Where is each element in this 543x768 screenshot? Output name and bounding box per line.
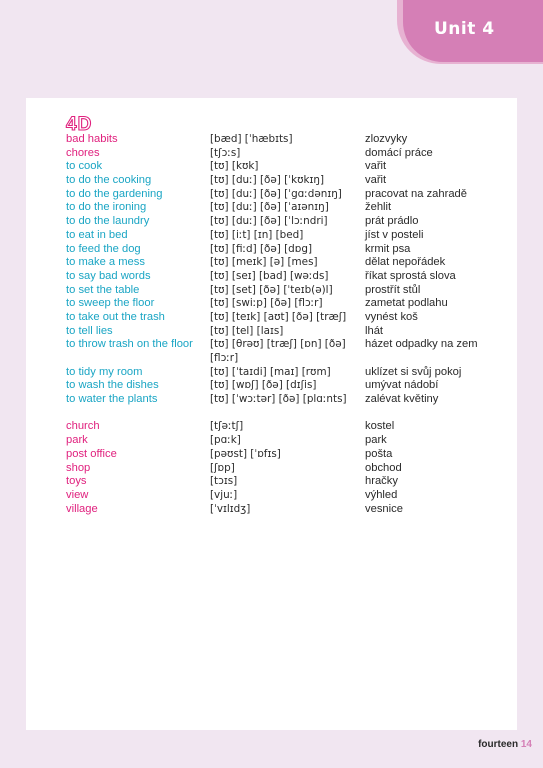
vocab-pronunciation: [tʊ] [swiːp] [ðə] [flɔːr]	[210, 297, 323, 310]
vocab-row	[26, 462, 517, 476]
vocab-translation: uklízet si svůj pokoj	[365, 365, 462, 378]
vocab-word: to wash the dishes	[66, 379, 159, 392]
vocab-pronunciation: [tʊ] [tel] [laɪs]	[210, 324, 284, 337]
vocab-word: toys	[66, 475, 87, 488]
vocab-row	[26, 311, 517, 325]
vocab-row	[26, 297, 517, 311]
vocab-pronunciation: [bæd] [ˈhæbɪts]	[210, 133, 293, 145]
vocab-row	[26, 475, 517, 489]
vocab-pronunciation: [tʊ] [duː] [ðə] [ˈlɔːndri]	[210, 215, 328, 228]
vocab-pronunciation: [tʊ] [iːt] [ɪn] [bed]	[210, 228, 304, 241]
vocab-pronunciation: [tʊ] [ˈwɔːtər] [ðə] [plɑːnts]	[210, 393, 347, 406]
vocab-row	[26, 434, 517, 448]
vocab-row	[26, 201, 517, 215]
vocab-word: post office	[66, 447, 117, 460]
vocab-translation: domácí práce	[365, 146, 433, 159]
vocab-pronunciation: [tʊ] [seɪ] [bad] [wəːds]	[210, 269, 329, 282]
vocab-pronunciation: [tʊ] [duː] [ðə] [ˈaɪənɪŋ]	[210, 201, 329, 214]
vocab-translation: výhled	[365, 488, 398, 501]
vocab-word: to set the table	[66, 283, 140, 296]
vocab-word: to throw trash on the floor	[66, 338, 193, 351]
vocab-row	[26, 243, 517, 257]
vocab-pronunciation: [tʊ] [wɒʃ] [ðə] [dɪʃis]	[210, 379, 317, 392]
vocab-row	[26, 188, 517, 202]
group-spacer	[26, 407, 517, 421]
vocab-word: church	[66, 420, 100, 433]
vocab-translation: lhát	[365, 324, 384, 337]
vocab-pronunciation: [tʊ] [teɪk] [aʊt] [ðə] [træʃ]	[210, 310, 347, 323]
vocab-row	[26, 489, 517, 503]
vocab-word: to do the laundry	[66, 215, 150, 228]
vocab-pronunciation: [tʃəːtʃ]	[210, 420, 244, 433]
vocab-translation: házet odpadky na zem	[365, 338, 478, 351]
vocabulary-card	[26, 98, 517, 730]
vocab-row	[26, 448, 517, 462]
vocab-row	[26, 133, 517, 147]
vocab-row	[26, 325, 517, 339]
vocab-row	[26, 503, 517, 517]
vocab-row	[26, 160, 517, 174]
vocab-translation: umývat nádobí	[365, 379, 439, 392]
vocab-row	[26, 270, 517, 284]
vocab-pronunciation: [flɔːr]	[210, 352, 239, 364]
page-word: fourteen	[478, 739, 519, 750]
vocab-word: to say bad words	[66, 269, 151, 282]
vocab-translation: obchod	[365, 461, 402, 474]
vocab-word: to take out the trash	[66, 310, 165, 323]
vocab-pronunciation: [tʊ] [duː] [ðə] [ˈkʊkɪŋ]	[210, 174, 325, 187]
vocab-translation: jíst v posteli	[365, 228, 424, 241]
vocab-row	[26, 379, 517, 393]
vocab-word: bad habits	[66, 133, 118, 145]
vocab-pronunciation: [tʊ] [duː] [ðə] [ˈgɑːdənɪŋ]	[210, 187, 342, 200]
vocab-row	[26, 420, 517, 434]
vocab-pronunciation: [ˈvɪlɪdʒ]	[210, 502, 251, 515]
vocab-translation: hračky	[365, 475, 398, 488]
vocab-translation: vesnice	[365, 502, 403, 515]
vocab-row	[26, 147, 517, 161]
vocab-translation: prostřít stůl	[365, 283, 421, 296]
vocab-pronunciation: [vjuː]	[210, 488, 238, 501]
vocab-word: to tell lies	[66, 324, 113, 337]
vocab-translation: vařit	[365, 174, 387, 187]
vocab-pronunciation: [tʊ] [set] [ðə] [ˈteɪb(ə)l]	[210, 283, 333, 296]
vocab-translation: žehlit	[365, 201, 392, 214]
vocab-pronunciation: [tʊ] [kʊk]	[210, 160, 259, 173]
page-footer	[478, 739, 532, 750]
unit-title: Unit 4	[434, 19, 495, 39]
vocab-translation: vařit	[365, 160, 387, 173]
vocab-translation: prát prádlo	[365, 215, 419, 228]
vocab-row	[26, 366, 517, 380]
vocab-translation: zlozvyky	[365, 133, 408, 145]
vocab-word: to make a mess	[66, 256, 145, 269]
vocab-translation: pošta	[365, 447, 393, 460]
vocab-row	[26, 393, 517, 407]
vocab-translation: vynést koš	[365, 310, 418, 323]
vocab-pronunciation: [ʃɒp]	[210, 461, 235, 474]
vocab-word: to sweep the floor	[66, 297, 155, 310]
vocabulary-list	[26, 133, 517, 516]
vocab-row	[26, 215, 517, 229]
vocab-translation: pracovat na zahradě	[365, 187, 467, 200]
vocab-translation: park	[365, 434, 387, 447]
vocab-word: to feed the dog	[66, 242, 141, 255]
vocab-word: to water the plants	[66, 393, 158, 406]
vocab-row	[26, 174, 517, 188]
vocab-word: to eat in bed	[66, 228, 128, 241]
vocab-word: to do the ironing	[66, 201, 147, 214]
vocab-word: view	[66, 488, 89, 501]
vocab-translation: říkat sprostá slova	[365, 269, 456, 282]
vocab-word: shop	[66, 461, 91, 474]
vocab-pronunciation: [tʊ] [meɪk] [ə] [mes]	[210, 256, 318, 269]
vocab-row-continuation	[26, 352, 517, 366]
vocab-translation: krmit psa	[365, 242, 411, 255]
vocab-word: to tidy my room	[66, 365, 143, 378]
vocab-pronunciation: [pəʊst] [ˈɒfɪs]	[210, 447, 281, 460]
vocab-word: village	[66, 502, 98, 515]
vocab-translation: zalévat květiny	[365, 393, 439, 406]
vocab-row	[26, 229, 517, 243]
vocab-translation: dělat nepořádek	[365, 256, 446, 269]
page-number: 14	[520, 739, 532, 750]
vocab-translation: zametat podlahu	[365, 297, 448, 310]
vocab-row	[26, 256, 517, 270]
vocab-pronunciation: [tʊ] [ˈtaɪdi] [maɪ] [rʊm]	[210, 365, 331, 378]
vocab-translation: kostel	[365, 420, 395, 433]
vocab-row	[26, 284, 517, 298]
vocab-pronunciation: [pɑːk]	[210, 434, 241, 447]
vocab-word: park	[66, 434, 88, 447]
vocab-row	[26, 338, 517, 352]
vocab-word: to cook	[66, 160, 103, 173]
vocab-pronunciation: [tʊ] [fiːd] [ðə] [dɒg]	[210, 242, 313, 255]
vocab-pronunciation: [tʃɔːs]	[210, 146, 241, 159]
vocab-pronunciation: [tʊ] [θrəʊ] [træʃ] [ɒn] [ðə]	[210, 338, 346, 351]
section-label: 4D	[66, 114, 93, 135]
vocab-word: to do the gardening	[66, 187, 163, 200]
vocab-word: to do the cooking	[66, 174, 152, 187]
vocab-word: chores	[66, 146, 100, 159]
vocab-pronunciation: [tɔɪs]	[210, 475, 238, 488]
